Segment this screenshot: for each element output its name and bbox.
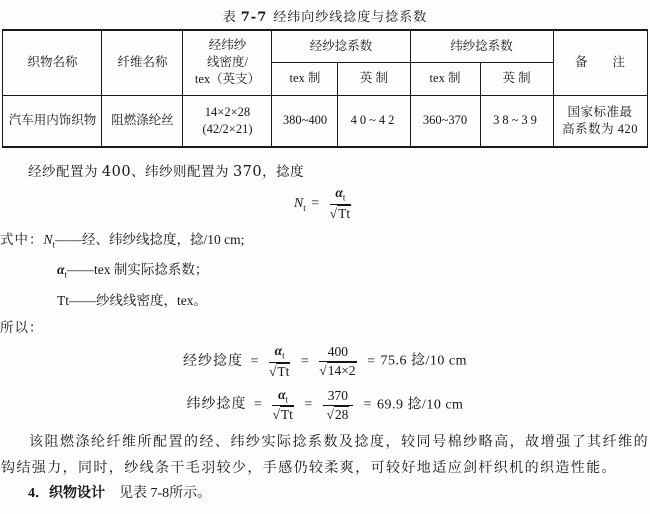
- section-heading: [0, 482, 650, 502]
- alpha-sub: t: [342, 192, 346, 203]
- table-caption: [0, 0, 650, 25]
- warp-symbol-fraction: [269, 343, 290, 380]
- intro-text-3: ，捻度: [262, 164, 305, 179]
- alpha-symbol: α: [335, 185, 343, 200]
- fraction-numerator: [272, 387, 293, 407]
- intro-line: [0, 160, 650, 180]
- intro-weft-value: 370: [232, 164, 263, 180]
- sqrt-radicand: Tt: [338, 205, 351, 221]
- def-dash: ——: [55, 231, 83, 247]
- alpha-sub: t: [282, 350, 285, 361]
- definition-alpha: [0, 257, 650, 288]
- warp-calc-label: 经纱捻度: [183, 353, 244, 369]
- cell-warp-imperial-value: 40~42: [338, 95, 410, 147]
- alpha-symbol: α: [274, 343, 283, 359]
- header-density-line2: 线密度/: [206, 55, 248, 70]
- equals-sign: =: [363, 397, 372, 413]
- caption-prefix: 表: [222, 9, 237, 24]
- def-desc-alpha: tex 制实际捻系数；: [93, 262, 209, 278]
- fraction-denominator: [269, 363, 290, 380]
- warp-twist-result: 75.6 捻/10 cm: [380, 353, 467, 369]
- def-var-tt: Tt: [57, 293, 69, 309]
- sqrt-sign: √: [268, 363, 277, 379]
- cell-weft-imperial-value: 38~39: [480, 95, 553, 147]
- twist-coefficient-table: [2, 29, 647, 148]
- cell-warp-tex-value: 380~400: [272, 95, 338, 147]
- warp-numeric-fraction: [319, 344, 356, 379]
- alpha-symbol: α: [278, 386, 286, 402]
- fraction-numerator: [330, 185, 351, 205]
- def-dash: ——: [66, 262, 94, 278]
- intro-text-1: 经纱配置为: [28, 164, 102, 179]
- warp-twist-calculation: [0, 343, 650, 380]
- header-density-line3: tex（英支）: [194, 72, 261, 87]
- fraction-denominator: [272, 406, 293, 423]
- equals-sign: =: [250, 353, 259, 369]
- section-number: 4．: [28, 486, 49, 502]
- fraction-numerator: [319, 344, 356, 362]
- warp-alpha-value: 400: [327, 343, 349, 359]
- formula-fraction: [330, 185, 351, 222]
- cell-remark: [553, 95, 647, 147]
- symbol-definitions: [0, 227, 650, 314]
- cell-fabric-name: 汽车用内饰织物: [3, 95, 102, 147]
- equals-sign: =: [311, 195, 320, 211]
- equals-sign: =: [300, 353, 309, 369]
- header-warp-imperial-system: 英 制: [338, 62, 410, 95]
- sqrt-radicand: Tt: [277, 363, 290, 379]
- equals-sign: =: [304, 397, 313, 413]
- header-weft-tex-system: tex 制: [410, 62, 480, 95]
- definition-tt: [0, 288, 650, 314]
- weft-twist-calculation: [0, 387, 650, 424]
- caption-title: 经纬向纱线捻度与捻系数: [273, 9, 428, 24]
- fraction-numerator: [269, 343, 290, 363]
- sqrt-sign: √: [319, 362, 327, 378]
- formula-lhs: [294, 196, 306, 211]
- alpha-sub: t: [285, 394, 289, 405]
- cell-density-line1: 14×2×28: [204, 104, 251, 119]
- def-desc-nt: 经、纬纱线捻度，捻/10 cm;: [82, 231, 245, 247]
- fraction-denominator: [330, 205, 351, 222]
- warp-radicand-value: 14×2: [327, 362, 356, 378]
- table-row: [3, 95, 647, 147]
- header-weft-twist-group: 纬纱捻系数: [410, 30, 553, 62]
- def-var-alpha-sub: t: [64, 270, 67, 281]
- weft-radicand-value: 28: [334, 406, 349, 422]
- sqrt-radicand: Tt: [280, 407, 293, 423]
- cell-density-line2: (42/2×21): [202, 121, 253, 136]
- weft-twist-result: 69.9 捻/10 cm: [376, 397, 464, 413]
- weft-symbol-fraction: [272, 387, 293, 424]
- header-fiber-name: 纤维名称: [102, 30, 183, 95]
- equals-sign: =: [254, 397, 262, 413]
- header-fabric-name: 织物名称: [3, 30, 102, 95]
- body-paragraph: 该阻燃涤纶纤维所配置的经、纬纱实际捻系数及捻度，较同号棉纱略高，故增强了其纤维的钩结强力，同时，纱线条干毛羽较少，手感仍较柔爽，可较好地适应剑杆织机的织造性能。: [1, 435, 649, 476]
- header-warp-twist-group: 经纱捻系数: [272, 30, 410, 62]
- intro-text-2: 、纬纱则配置为: [131, 164, 233, 179]
- definitions-lead: 式中：: [0, 231, 44, 247]
- sqrt-sign: √: [326, 406, 334, 422]
- sqrt-sign: √: [272, 407, 280, 423]
- section-title: 织物设计: [49, 486, 105, 502]
- cell-density: [183, 95, 272, 147]
- header-density: [183, 30, 272, 95]
- weft-alpha-value: 370: [327, 387, 349, 403]
- section-reference: 见表 7-8所示。: [119, 486, 212, 502]
- formula-var-n-sub: t: [303, 202, 306, 213]
- def-var-alpha: α: [57, 262, 65, 278]
- header-weft-imperial-system: 英 制: [480, 62, 553, 95]
- def-dash: ——: [69, 293, 96, 309]
- intro-warp-value: 400: [101, 164, 132, 180]
- fraction-denominator: [323, 406, 353, 423]
- def-var-n-sub: t: [52, 239, 56, 250]
- cell-remark-line1: 国家标准最: [567, 104, 633, 119]
- header-density-line1: 经纬纱: [208, 38, 247, 53]
- fraction-numerator: [323, 388, 353, 406]
- weft-calc-label: 纬纱捻度: [186, 397, 247, 413]
- definition-nt: [0, 227, 650, 258]
- header-warp-tex-system: tex 制: [272, 62, 338, 95]
- formula-var-n: N: [293, 195, 304, 211]
- equals-sign: =: [367, 353, 375, 369]
- cell-remark-line2: 高系数为 420: [562, 121, 638, 136]
- def-desc-tt: 纱线线密度，tex。: [96, 293, 207, 309]
- caption-number: 7-7: [240, 10, 268, 25]
- def-var-n: N: [43, 231, 53, 247]
- cell-fiber-name: 阻燃涤纶丝: [102, 95, 183, 147]
- header-remark: 备 注: [553, 30, 647, 95]
- cell-weft-tex-value: 360~370: [410, 95, 480, 147]
- twist-formula: [0, 185, 650, 222]
- fraction-denominator: [319, 362, 356, 379]
- sqrt-sign: √: [329, 205, 338, 221]
- so-label: 所以：: [0, 320, 44, 336]
- weft-numeric-fraction: [323, 388, 353, 423]
